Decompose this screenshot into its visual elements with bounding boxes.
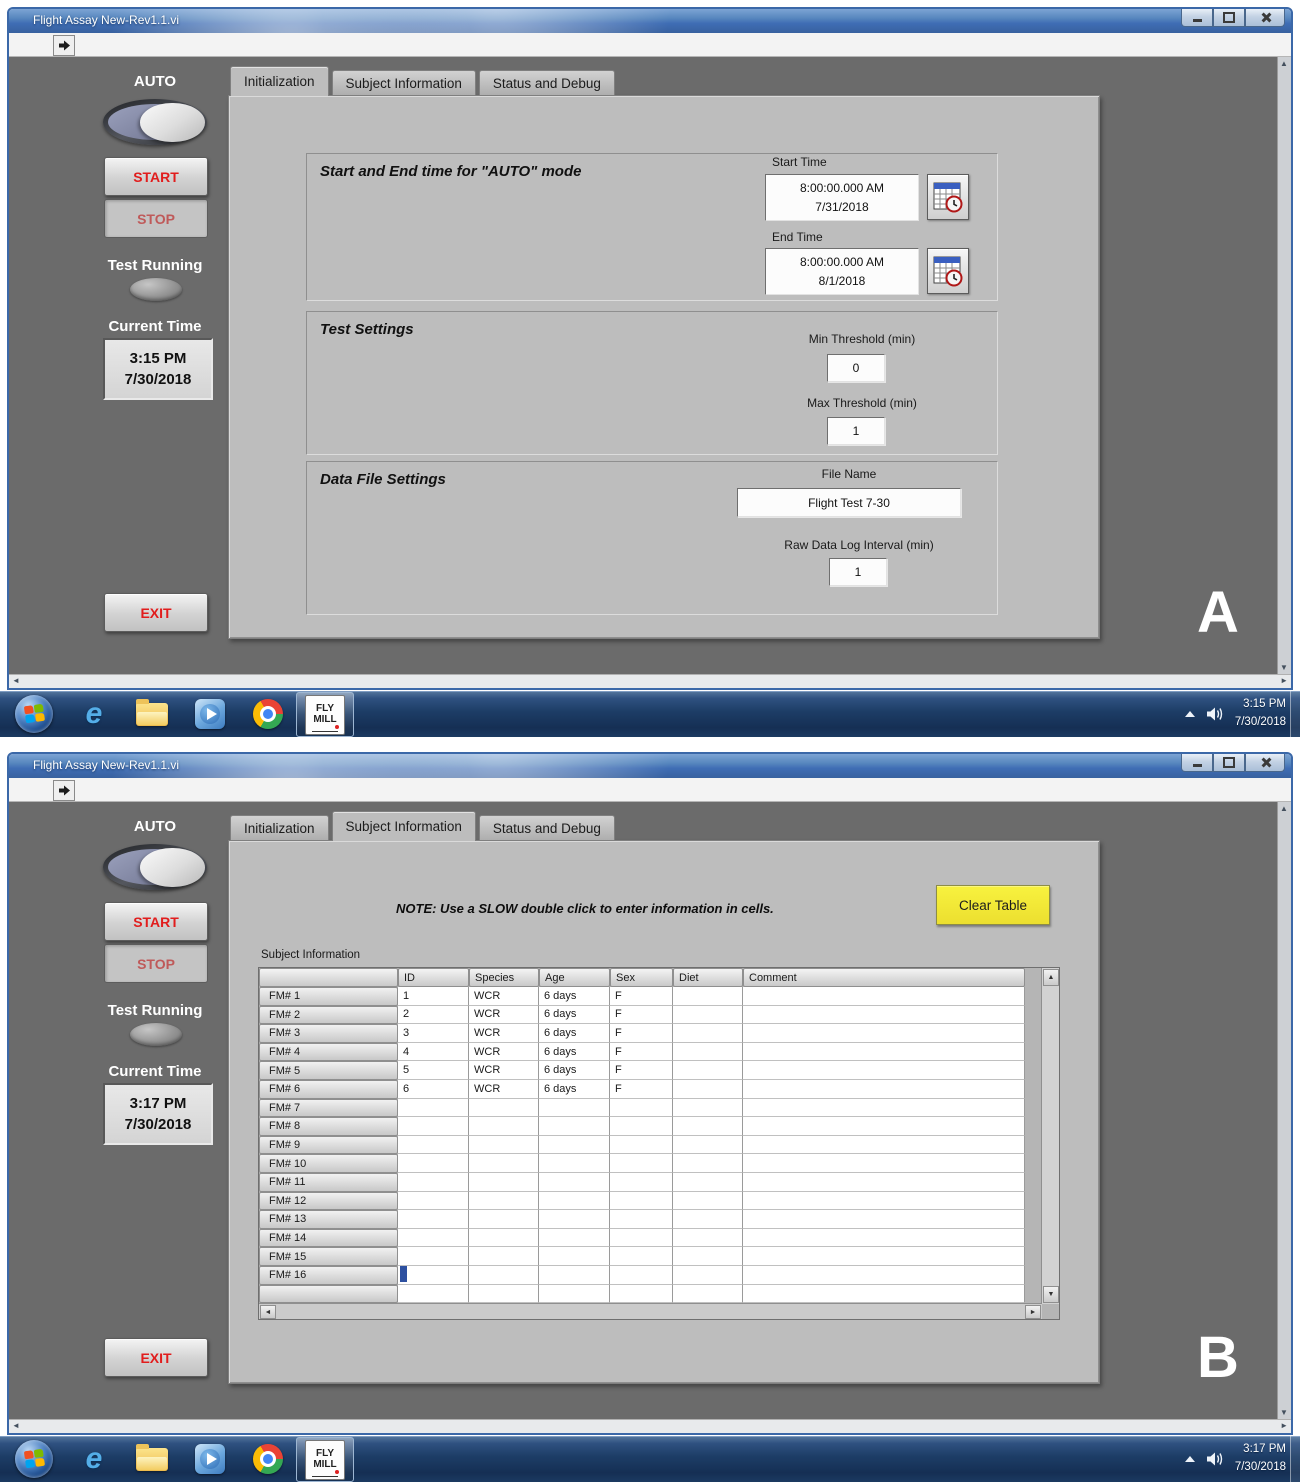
tab-content-subject-information xyxy=(228,840,1100,1384)
tab-subject-information[interactable]: Subject Information xyxy=(332,811,476,841)
cell-age[interactable] xyxy=(539,1099,610,1118)
cell-age[interactable] xyxy=(539,1117,610,1136)
cell-sex[interactable] xyxy=(610,1099,673,1118)
cell-species[interactable]: WCR xyxy=(469,1061,539,1080)
cell-comment[interactable] xyxy=(743,1024,1025,1043)
cell-species[interactable] xyxy=(469,1136,539,1155)
internet-explorer-icon[interactable]: e xyxy=(85,1442,103,1475)
show-desktop-button[interactable] xyxy=(1290,691,1300,737)
table-row xyxy=(259,1061,1059,1080)
cell-id[interactable] xyxy=(398,1229,469,1248)
speaker-icon[interactable] xyxy=(1207,707,1223,721)
table-row xyxy=(259,1099,1059,1118)
cell-id[interactable]: 3 xyxy=(398,1024,469,1043)
close-button[interactable] xyxy=(1245,9,1285,27)
min-threshold-label: Min Threshold (min) xyxy=(808,332,916,346)
table-row xyxy=(259,1229,1059,1248)
taskbar-date: 7/30/2018 xyxy=(1234,716,1286,728)
auto-mode-title: Start and End time for "AUTO" mode xyxy=(320,163,582,180)
exit-button[interactable]: EXIT xyxy=(104,1338,208,1377)
cell-age[interactable] xyxy=(539,1247,610,1266)
window-controls xyxy=(1181,754,1285,772)
cell-diet[interactable] xyxy=(673,1154,743,1173)
cell-age[interactable] xyxy=(539,1266,610,1285)
row-header-cell[interactable]: FM# 8 xyxy=(259,1117,398,1136)
cell-diet[interactable] xyxy=(673,1117,743,1136)
cell-id[interactable]: 5 xyxy=(398,1061,469,1080)
cell-diet[interactable] xyxy=(673,1247,743,1266)
start-date-value: 7/31/2018 xyxy=(815,199,869,214)
front-panel xyxy=(9,57,1291,674)
cell-sex[interactable]: F xyxy=(610,1043,673,1062)
row-header-cell[interactable]: FM# 16 xyxy=(259,1266,398,1285)
auto-mode-groupbox xyxy=(306,153,998,301)
windows-flag-icon xyxy=(23,704,44,724)
table-row xyxy=(259,1247,1059,1266)
current-time-label: Current Time xyxy=(108,1063,202,1080)
current-time-value: 3:17 PM xyxy=(129,1095,187,1112)
cell-species[interactable] xyxy=(469,1247,539,1266)
media-player-icon[interactable] xyxy=(194,1443,226,1475)
cell-sex[interactable]: F xyxy=(610,1061,673,1080)
max-threshold-label: Max Threshold (min) xyxy=(807,396,917,410)
cell-sex[interactable] xyxy=(610,1285,673,1304)
row-header-cell[interactable]: FM# 15 xyxy=(259,1247,398,1266)
cell-diet[interactable] xyxy=(673,1192,743,1211)
table-row xyxy=(259,1117,1059,1136)
scroll-left-icon[interactable]: ◄ xyxy=(260,1305,276,1319)
cell-species[interactable]: WCR xyxy=(469,987,539,1006)
stop-button[interactable]: STOP xyxy=(104,944,208,983)
cell-species[interactable] xyxy=(469,1154,539,1173)
table-row xyxy=(259,987,1059,1006)
window-title: Flight Assay New-Rev1.1.vi xyxy=(33,758,180,772)
end-date-value: 8/1/2018 xyxy=(818,273,866,288)
taskbar-date: 7/30/2018 xyxy=(1234,1461,1286,1473)
calendar-clock-icon xyxy=(933,255,963,287)
cell-diet[interactable] xyxy=(673,987,743,1006)
cell-id[interactable]: 4 xyxy=(398,1043,469,1062)
current-date-value: 7/30/2018 xyxy=(124,371,192,388)
cell-comment[interactable] xyxy=(743,1285,1025,1304)
system-tray xyxy=(1185,691,1286,737)
cell-age[interactable]: 6 days xyxy=(539,1024,610,1043)
flymill-line1: FLY xyxy=(316,703,334,714)
test-settings-title: Test Settings xyxy=(320,321,414,338)
cell-id[interactable] xyxy=(398,1192,469,1211)
folder-icon xyxy=(136,703,168,726)
table-row xyxy=(259,1285,1059,1304)
cell-comment[interactable] xyxy=(743,1117,1025,1136)
cell-diet[interactable] xyxy=(673,1136,743,1155)
test-running-label: Test Running xyxy=(107,1002,203,1019)
start-button[interactable]: START xyxy=(104,157,208,196)
cell-id[interactable] xyxy=(398,1117,469,1136)
data-file-title: Data File Settings xyxy=(320,471,446,488)
windows-taskbar xyxy=(0,691,1300,737)
play-icon xyxy=(195,699,225,729)
auto-label: AUTO xyxy=(133,818,177,835)
table-row xyxy=(259,1080,1059,1099)
row-header-cell[interactable]: FM# 5 xyxy=(259,1061,398,1080)
active-cell-cursor xyxy=(400,1266,407,1282)
cell-comment[interactable] xyxy=(743,1080,1025,1099)
cell-diet[interactable] xyxy=(673,1024,743,1043)
current-date-value: 7/30/2018 xyxy=(124,1116,192,1133)
close-button[interactable] xyxy=(1245,754,1285,772)
flymill-line1: FLY xyxy=(316,1448,334,1459)
flymill-app-icon xyxy=(305,695,345,735)
cell-id[interactable]: 1 xyxy=(398,987,469,1006)
table-row xyxy=(259,1210,1059,1229)
tab-status-and-debug[interactable]: Status and Debug xyxy=(479,70,615,95)
row-header-cell[interactable]: FM# 13 xyxy=(259,1210,398,1229)
toggle-knob[interactable] xyxy=(140,848,204,888)
cell-sex[interactable] xyxy=(610,1117,673,1136)
row-header-cell[interactable]: FM# 6 xyxy=(259,1080,398,1099)
cell-species[interactable] xyxy=(469,1173,539,1192)
minimize-button[interactable] xyxy=(1181,754,1213,772)
cell-age[interactable] xyxy=(539,1136,610,1155)
flymill-taskbar-button[interactable] xyxy=(296,692,354,737)
cell-species[interactable]: WCR xyxy=(469,1080,539,1099)
file-name-input[interactable]: Flight Test 7-30 xyxy=(737,488,961,517)
cell-diet[interactable] xyxy=(673,1061,743,1080)
cell-age[interactable] xyxy=(539,1192,610,1211)
table-row xyxy=(259,1154,1059,1173)
cell-sex[interactable] xyxy=(610,1136,673,1155)
table-row xyxy=(259,1173,1059,1192)
cell-id[interactable] xyxy=(398,1136,469,1155)
end-time-label: End Time xyxy=(772,230,823,244)
run-button[interactable] xyxy=(53,780,75,801)
cell-diet[interactable] xyxy=(673,1266,743,1285)
cell-sex[interactable] xyxy=(610,1173,673,1192)
window-horizontal-scrollbar[interactable] xyxy=(9,674,1291,688)
auto-toggle-switch[interactable] xyxy=(103,844,207,890)
cell-comment[interactable] xyxy=(743,1006,1025,1025)
end-time-input[interactable] xyxy=(765,248,919,295)
chrome-icon[interactable] xyxy=(252,1443,284,1475)
tab-strip xyxy=(230,811,618,840)
cell-id[interactable] xyxy=(398,1266,469,1285)
test-running-led xyxy=(130,1023,182,1046)
folder-icon xyxy=(136,1448,168,1471)
cell-comment[interactable] xyxy=(743,1154,1025,1173)
window-titlebar[interactable] xyxy=(9,9,1291,33)
current-time-display xyxy=(103,338,213,400)
table-row xyxy=(259,1006,1059,1025)
cell-species[interactable] xyxy=(469,1117,539,1136)
cell-age[interactable]: 6 days xyxy=(539,1061,610,1080)
cell-species[interactable] xyxy=(469,1285,539,1304)
cell-comment[interactable] xyxy=(743,1173,1025,1192)
flymill-app-icon xyxy=(305,1440,345,1480)
cell-sex[interactable] xyxy=(610,1266,673,1285)
cell-diet[interactable] xyxy=(673,1080,743,1099)
cell-comment[interactable] xyxy=(743,1061,1025,1080)
test-running-led xyxy=(130,278,182,301)
speaker-icon[interactable] xyxy=(1207,1452,1223,1466)
close-icon xyxy=(1260,757,1271,768)
data-file-groupbox xyxy=(306,461,998,615)
cell-id[interactable] xyxy=(398,1285,469,1304)
flymill-line2: MILL xyxy=(313,713,337,725)
row-header-cell[interactable]: FM# 1 xyxy=(259,987,398,1006)
cell-species[interactable]: WCR xyxy=(469,1043,539,1062)
cell-comment[interactable] xyxy=(743,1247,1025,1266)
cell-comment[interactable] xyxy=(743,1192,1025,1211)
show-desktop-button[interactable] xyxy=(1290,1436,1300,1482)
row-header-cell[interactable]: FM# 3 xyxy=(259,1024,398,1043)
window-vertical-scrollbar[interactable] xyxy=(1277,802,1291,1419)
column-header-species[interactable]: Species xyxy=(469,968,539,987)
cell-age[interactable] xyxy=(539,1154,610,1173)
cell-age[interactable] xyxy=(539,1285,610,1304)
raw-log-interval-input[interactable]: 1 xyxy=(829,558,887,586)
row-header-cell[interactable]: FM# 9 xyxy=(259,1136,398,1155)
start-button[interactable]: START xyxy=(104,902,208,941)
window-title: Flight Assay New-Rev1.1.vi xyxy=(33,13,180,27)
windows-explorer-icon[interactable] xyxy=(136,1443,168,1475)
column-header-diet[interactable]: Diet xyxy=(673,968,743,987)
stop-button[interactable]: STOP xyxy=(104,199,208,238)
cell-sex[interactable] xyxy=(610,1154,673,1173)
taskbar-time: 3:15 PM xyxy=(1243,698,1286,711)
cell-diet[interactable] xyxy=(673,1210,743,1229)
cell-species[interactable] xyxy=(469,1099,539,1118)
min-threshold-input[interactable]: 0 xyxy=(827,354,885,382)
cell-species[interactable]: WCR xyxy=(469,1024,539,1043)
row-header-cell[interactable]: FM# 12 xyxy=(259,1192,398,1211)
cell-id[interactable] xyxy=(398,1099,469,1118)
cell-id[interactable]: 6 xyxy=(398,1080,469,1099)
table-row xyxy=(259,1136,1059,1155)
cell-sex[interactable]: F xyxy=(610,1080,673,1099)
table-row xyxy=(259,1266,1059,1285)
cell-comment[interactable] xyxy=(743,1099,1025,1118)
windows-taskbar xyxy=(0,1436,1300,1482)
labview-window xyxy=(7,7,1293,690)
cell-comment[interactable] xyxy=(743,1136,1025,1155)
window-titlebar[interactable] xyxy=(9,754,1291,778)
table-horizontal-scrollbar[interactable] xyxy=(259,1303,1042,1319)
window-vertical-scrollbar[interactable] xyxy=(1277,57,1291,674)
cell-comment[interactable] xyxy=(743,1266,1025,1285)
subject-table-header xyxy=(259,968,1059,987)
toggle-knob[interactable] xyxy=(140,103,204,143)
row-header-cell[interactable]: FM# 7 xyxy=(259,1099,398,1118)
taskbar-clock[interactable] xyxy=(1235,696,1286,732)
row-header-cell[interactable]: FM# 11 xyxy=(259,1173,398,1192)
cell-sex[interactable] xyxy=(610,1192,673,1211)
cell-species[interactable] xyxy=(469,1192,539,1211)
cell-age[interactable] xyxy=(539,1210,610,1229)
cell-sex[interactable]: F xyxy=(610,1006,673,1025)
scroll-up-icon[interactable]: ▲ xyxy=(1043,969,1059,986)
cell-age[interactable]: 6 days xyxy=(539,987,610,1006)
window-horizontal-scrollbar[interactable] xyxy=(9,1419,1291,1433)
internet-explorer-icon[interactable]: e xyxy=(85,697,103,730)
chrome-logo-icon xyxy=(253,699,283,729)
labview-window xyxy=(7,752,1293,1435)
tab-initialization[interactable]: Initialization xyxy=(230,815,329,840)
restore-icon xyxy=(1223,12,1235,23)
cell-comment[interactable] xyxy=(743,1210,1025,1229)
cell-age[interactable]: 6 days xyxy=(539,1043,610,1062)
current-time-display xyxy=(103,1083,213,1145)
calendar-clock-icon xyxy=(933,181,963,213)
table-vertical-scrollbar[interactable] xyxy=(1041,968,1059,1304)
restore-icon xyxy=(1223,757,1235,768)
cell-sex[interactable] xyxy=(610,1210,673,1229)
cell-diet[interactable] xyxy=(673,1006,743,1025)
cell-diet[interactable] xyxy=(673,1173,743,1192)
start-orb-button[interactable] xyxy=(15,695,53,733)
test-settings-groupbox xyxy=(306,311,998,455)
column-header-sex[interactable]: Sex xyxy=(610,968,673,987)
cell-diet[interactable] xyxy=(673,1229,743,1248)
vi-toolbar xyxy=(9,33,1291,57)
auto-label: AUTO xyxy=(133,73,177,90)
scroll-down-icon[interactable]: ▼ xyxy=(1043,1286,1059,1303)
minimize-icon xyxy=(1193,19,1202,22)
cell-comment[interactable] xyxy=(743,987,1025,1006)
vi-toolbar xyxy=(9,778,1291,802)
current-time-label: Current Time xyxy=(108,318,202,335)
tray-expand-icon[interactable] xyxy=(1185,1456,1195,1462)
taskbar-clock[interactable] xyxy=(1235,1441,1286,1477)
auto-toggle-switch[interactable] xyxy=(103,99,207,145)
subject-table-body xyxy=(259,987,1059,1303)
row-header-cell[interactable]: FM# 14 xyxy=(259,1229,398,1248)
minimize-icon xyxy=(1193,764,1202,767)
taskbar-time: 3:17 PM xyxy=(1243,1443,1286,1456)
cell-id[interactable] xyxy=(398,1154,469,1173)
minimize-button[interactable] xyxy=(1181,9,1213,27)
end-time-calendar-button[interactable] xyxy=(927,248,969,294)
figure-label-a: A xyxy=(1197,580,1239,645)
figure-label-b: B xyxy=(1197,1325,1239,1390)
cell-species[interactable]: WCR xyxy=(469,1006,539,1025)
scroll-right-icon[interactable]: ► xyxy=(1025,1305,1041,1319)
cell-sex[interactable] xyxy=(610,1247,673,1266)
windows-explorer-icon[interactable] xyxy=(136,698,168,730)
flymill-device-glyph xyxy=(312,727,338,732)
tab-initialization[interactable]: Initialization xyxy=(230,66,329,96)
table-row xyxy=(259,1043,1059,1062)
column-header-age[interactable]: Age xyxy=(539,968,610,987)
chrome-icon[interactable] xyxy=(252,698,284,730)
run-arrow-icon xyxy=(58,39,71,52)
current-time-value: 3:15 PM xyxy=(129,350,187,367)
row-header-cell[interactable]: FM# 4 xyxy=(259,1043,398,1062)
cell-age[interactable] xyxy=(539,1229,610,1248)
end-time-value: 8:00:00.000 AM xyxy=(799,254,885,269)
cell-diet[interactable] xyxy=(673,1099,743,1118)
cell-id[interactable] xyxy=(398,1210,469,1229)
windows-flag-icon xyxy=(23,1449,44,1469)
row-header-cell[interactable]: FM# 10 xyxy=(259,1154,398,1173)
cell-sex[interactable]: F xyxy=(610,1024,673,1043)
chrome-logo-icon xyxy=(253,1444,283,1474)
tab-strip xyxy=(230,66,618,95)
column-header-blank[interactable] xyxy=(259,968,398,987)
row-header-cell[interactable] xyxy=(259,1285,398,1304)
cell-diet[interactable] xyxy=(673,1285,743,1304)
close-icon xyxy=(1260,12,1271,23)
screenshot-a xyxy=(0,0,1300,737)
table-row xyxy=(259,1024,1059,1043)
start-time-input[interactable] xyxy=(765,174,919,221)
front-panel xyxy=(9,802,1291,1419)
cell-species[interactable] xyxy=(469,1229,539,1248)
tab-subject-information[interactable]: Subject Information xyxy=(332,70,476,95)
row-header-cell[interactable]: FM# 2 xyxy=(259,1006,398,1025)
run-arrow-icon xyxy=(58,784,71,797)
cell-sex[interactable]: F xyxy=(610,987,673,1006)
restore-button[interactable] xyxy=(1213,754,1245,772)
subject-table-label: Subject Information xyxy=(261,949,361,961)
flymill-taskbar-button[interactable] xyxy=(296,1437,354,1482)
cell-diet[interactable] xyxy=(673,1043,743,1062)
cell-species[interactable] xyxy=(469,1266,539,1285)
run-button[interactable] xyxy=(53,35,75,56)
exit-button[interactable]: EXIT xyxy=(104,593,208,632)
column-header-comment[interactable]: Comment xyxy=(743,968,1025,987)
media-player-icon[interactable] xyxy=(194,698,226,730)
file-name-label: File Name xyxy=(821,467,877,481)
slow-double-click-note: NOTE: Use a SLOW double click to enter information in cells. xyxy=(396,901,774,916)
cell-id[interactable] xyxy=(398,1247,469,1266)
cell-age[interactable]: 6 days xyxy=(539,1006,610,1025)
cell-comment[interactable] xyxy=(743,1043,1025,1062)
subject-table xyxy=(258,967,1060,1320)
restore-button[interactable] xyxy=(1213,9,1245,27)
table-row xyxy=(259,1192,1059,1211)
clear-table-button[interactable]: Clear Table xyxy=(936,885,1050,925)
max-threshold-input[interactable]: 1 xyxy=(827,417,885,445)
cell-age[interactable] xyxy=(539,1173,610,1192)
play-icon xyxy=(195,1444,225,1474)
flymill-line2: MILL xyxy=(313,1458,337,1470)
cell-age[interactable]: 6 days xyxy=(539,1080,610,1099)
column-header-id[interactable]: ID xyxy=(398,968,469,987)
cell-sex[interactable] xyxy=(610,1229,673,1248)
start-time-value: 8:00:00.000 AM xyxy=(799,180,885,195)
screenshot-b xyxy=(0,745,1300,1482)
system-tray xyxy=(1185,1436,1286,1482)
tab-content-initialization xyxy=(228,95,1100,639)
flymill-device-glyph xyxy=(312,1472,338,1477)
start-time-label: Start Time xyxy=(772,155,827,169)
tray-expand-icon[interactable] xyxy=(1185,711,1195,717)
cell-comment[interactable] xyxy=(743,1229,1025,1248)
test-running-label: Test Running xyxy=(107,257,203,274)
raw-log-interval-label: Raw Data Log Interval (min) xyxy=(784,538,934,552)
tab-status-and-debug[interactable]: Status and Debug xyxy=(479,815,615,840)
cell-id[interactable] xyxy=(398,1173,469,1192)
cell-species[interactable] xyxy=(469,1210,539,1229)
cell-id[interactable]: 2 xyxy=(398,1006,469,1025)
start-time-calendar-button[interactable] xyxy=(927,174,969,220)
window-controls xyxy=(1181,9,1285,27)
start-orb-button[interactable] xyxy=(15,1440,53,1478)
